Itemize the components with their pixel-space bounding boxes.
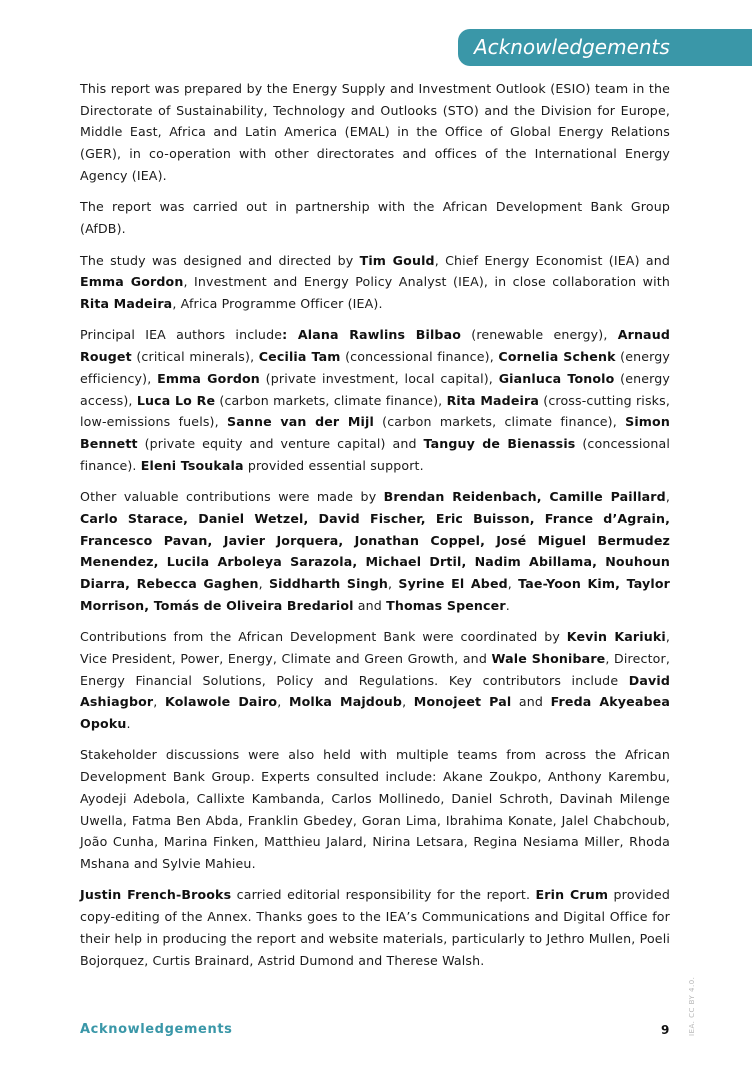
section-header-tab [458, 29, 752, 66]
name-run: Brendan Reidenbach, Camille Paillard [383, 489, 666, 505]
text-run: (private equity and venture capital) and [137, 435, 424, 451]
name-run: Cecilia Tam [258, 349, 341, 365]
paragraph-4 [80, 324, 670, 476]
text-run: (cross-cutting risks, low-emissions fuels), [80, 392, 670, 430]
name-run: Siddharth Singh [268, 575, 389, 591]
name-run: Luca Lo Re [136, 392, 216, 408]
text-run: The study was designed and directed by [80, 252, 360, 268]
name-run: Eleni Tsoukala [140, 457, 244, 473]
text-run: , Chief Energy Economist (IEA) and [434, 252, 670, 268]
name-run: Rita Madeira [80, 295, 173, 311]
name-run: Gianluca Tonolo [498, 370, 615, 386]
text-run: (carbon markets, climate finance), [215, 392, 447, 408]
text-run: carried editorial responsibility for the report. [231, 887, 536, 903]
name-run: Kolawole Dairo [165, 694, 278, 710]
acknowledgements-body [80, 78, 670, 981]
text-run: (energy efficiency), [80, 349, 670, 386]
paragraph-2 [80, 196, 670, 239]
name-run: Emma Gordon [157, 370, 260, 386]
text-run: provided essential support. [243, 457, 424, 473]
name-run: Monojeet Pal [413, 694, 512, 710]
text-run: provided copy-editing of the Annex. Thanks goes to the IEA’s Communications and Digital Office for their help in producing the report and website materials, particularly to Jethro Mullen, Poeli Bojorquez, Curtis Brainard, Astrid Dumond and Therese Walsh. [80, 887, 670, 968]
name-run: Freda Akyeabea Opoku [80, 694, 670, 731]
section-title: Acknowledgements [474, 35, 670, 59]
paragraph-5 [80, 486, 670, 616]
text-run: Principal IEA authors include [80, 327, 283, 343]
name-run: Tim Gould [359, 252, 435, 268]
name-run: Arnaud Rouget [80, 327, 670, 365]
text-run: (carbon markets, climate finance), [373, 414, 626, 430]
text-run: (private investment, local capital), [259, 370, 499, 386]
name-run: : Alana Rawlins Bilbao [282, 327, 462, 343]
text-run: The report was carried out in partnership with the African Development Bank Group (AfDB). [80, 199, 670, 237]
name-run: Molka Majdoub [288, 694, 403, 710]
text-run: , [402, 694, 414, 710]
text-run: (renewable energy), [461, 327, 618, 343]
name-run: Tae-Yoon Kim, Taylor Morrison, Tomás de Oliveira Bredariol [80, 575, 670, 613]
name-run: Erin Crum [535, 887, 609, 903]
text-run: (energy access), [80, 370, 671, 408]
text-run: . [505, 597, 510, 613]
text-run: and [353, 597, 387, 613]
name-run: Sanne van der Mijl [226, 414, 374, 430]
paragraph-6 [80, 626, 670, 735]
text-run: (concessional finance). [80, 435, 670, 473]
name-run: Tanguy de Bienassis [423, 435, 576, 451]
name-run: Justin French-Brooks [80, 887, 232, 903]
text-run: This report was prepared by the Energy Supply and Investment Outlook (ESIO) team in the Directorate of Sustainability, Technology and Outlooks (STO) and the Division for Europe, Middle East, Africa and Latin America (EMAL) in the Office of Global Energy Relations (GER), in co-operation with other directorates and offices of the International Energy Agency (IEA). [80, 81, 670, 183]
text-run: and [511, 694, 551, 710]
name-run: Cornelia Schenk [498, 349, 616, 365]
text-run: (concessional finance), [340, 349, 499, 365]
text-run: , [507, 575, 519, 591]
name-run: Carlo Starace, Daniel Wetzel, David Fischer, Eric Buisson, France d’Agrain, Francesco Pavan, Javier Jorquera, Jonathan Coppel, José Miguel Bermudez Menendez, Lucila Arboleya Sarazola, Michael Drtil, Nadim Abillama, Nouhoun Diarra, Rebecca Gaghen [80, 510, 670, 591]
text-run: Other valuable contributions were made by [80, 489, 384, 505]
name-run: Kevin Kariuki [566, 629, 666, 645]
text-run: , [153, 694, 166, 710]
page-number: 9 [661, 1023, 670, 1037]
license-credit: IEA. CC BY 4.0. [688, 976, 696, 1036]
name-run: Thomas Spencer [386, 597, 506, 613]
paragraph-1 [80, 78, 670, 187]
footer-section-title: Acknowledgements [80, 1022, 233, 1037]
name-run: David Ashiagbor [80, 672, 670, 710]
text-run: , Director, Energy Financial Solutions, Policy and Regulations. Key contributors include [80, 650, 670, 688]
paragraph-7 [80, 744, 670, 874]
text-run: , [277, 694, 289, 710]
text-run: Contributions from the African Development Bank were coordinated by [80, 629, 567, 645]
text-run: , [258, 575, 269, 591]
text-run: , Investment and Energy Policy Analyst (IEA), in close collaboration with [183, 274, 671, 290]
text-run: , Africa Programme Officer (IEA). [172, 295, 383, 311]
text-run: , [388, 575, 399, 591]
text-run: , Vice President, Power, Energy, Climate and Green Growth, and [80, 629, 670, 666]
paragraph-8 [80, 884, 670, 971]
text-run: (critical minerals), [131, 349, 259, 365]
text-run: , [665, 489, 670, 505]
paragraph-3 [80, 250, 670, 315]
name-run: Emma Gordon [80, 274, 184, 290]
name-run: Wale Shonibare [491, 650, 606, 666]
name-run: Rita Madeira [446, 392, 539, 408]
name-run: Syrine El Abed [398, 575, 508, 591]
text-run: Stakeholder discussions were also held with multiple teams from across the African Development Bank Group. Experts consulted include: Akane Zoukpo, Anthony Karembu, Ayodeji Adebola, Callixte Kambanda, Carlos Mollinedo, Daniel Schroth, Davinah Milenge Uwella, Fatma Ben Abda, Franklin Gbedey, Goran Lima, Ibrahima Konate, Jalel Chabchoub, João Cunha, Marina Finken, Matthieu Jalard, Nirina Letsara, Regina Nesiama Miller, Rhoda Mshana and Sylvie Mahieu. [80, 747, 670, 871]
text-run: . [126, 715, 131, 731]
name-run: Simon Bennett [80, 414, 670, 451]
